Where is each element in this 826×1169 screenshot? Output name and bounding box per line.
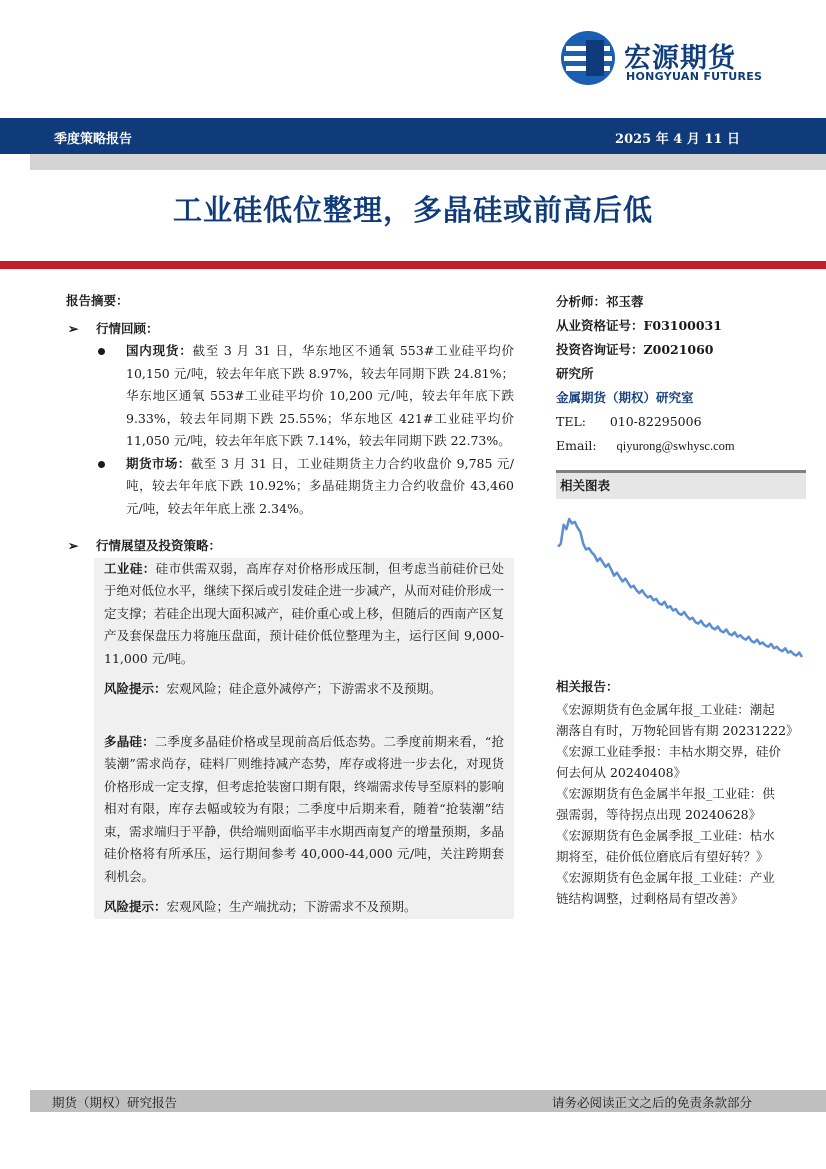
review-bullet-futures	[66, 453, 514, 521]
analyst-name: 分析师：祁玉蓉	[556, 294, 644, 309]
related-report-line[interactable]: 潮落自有时，万物轮回皆有期 20231222》	[556, 723, 799, 738]
logo-text-cn: 宏源期货	[624, 43, 736, 74]
review-heading: ➢ 行情回顾：	[66, 318, 514, 341]
report-type: 季度策略报告	[54, 132, 133, 147]
sidebar	[556, 290, 806, 909]
price-series-line	[558, 519, 802, 657]
email-line: Email: qiyurong@swhysc.com	[556, 438, 735, 453]
related-report-line[interactable]: 何去何从 20240408》	[556, 765, 687, 780]
summary-label: 报告摘要：	[66, 293, 129, 308]
hongyuan-logo-icon	[560, 30, 616, 86]
footer-left-text: 期货（期权）研究报告	[52, 1095, 178, 1110]
outlook-heading: ➢ 行情展望及投资策略：	[66, 535, 514, 558]
footer-disclaimer: 请务必阅读正文之后的免责条款部分	[551, 1095, 752, 1110]
title-divider	[0, 261, 826, 269]
institute-name: 金属期货（期权）研究室	[556, 390, 694, 405]
related-reports-list	[556, 699, 806, 909]
logo-text-en: HONGYUAN FUTURES	[626, 70, 763, 83]
bullet-label: 期货市场：	[126, 455, 191, 471]
price-trend-chart	[556, 513, 806, 663]
polysilicon-paragraph: 多晶硅：二季度多晶硅价格或呈现前高后低态势。二季度前期来看，“抢装潮”需求尚存，硅料厂则维持减产态势，库存或将进一步去化，对现货价格形成一定支撑，但考虑抢装窗口期有限，终端需求传导至原料的影响相对有限，库存去幅或较为有限；二季度中后期来看，随着“抢装潮”结束，需求端归于平静，供给端则面临平丰水期西南复产的增量预期，多晶硅价格将有所承压，运行期间参考 40,000-44,000 元/吨，关注跨期套利机会。	[104, 733, 505, 884]
related-report-line[interactable]: 《宏源期货有色金属年报_工业硅：潮起	[556, 702, 775, 717]
related-report-line[interactable]: 《宏源期货有色金属年报_工业硅：产业	[556, 870, 775, 885]
report-date: 2025 年 4 月 11 日	[615, 132, 740, 147]
bullet-dot-icon	[98, 348, 105, 355]
main-content	[66, 290, 514, 919]
industrial-silicon-paragraph: 工业硅：硅市供需双弱，高库存对价格形成压制，但考虑当前硅价已处于绝对低位水平，继续下探后或引发硅企进一步减产，从而对硅价形成一定支撑；若硅企出现大面积减产，硅价重心或上移，但随后的西南产区复产及套保盘压力将施压盘面，预计硅价低位整理为主，运行区间 9,000-11,000 元/吨。	[104, 560, 505, 666]
bullet-text: 截至 3 月 31 日，华东地区不通氧 553#工业硅平均价 10,150 元/吨，较去年年底下跌 8.97%，较去年同期下跌 24.81%；华东地区通氧 553#工业硅平均价 10,200 元/吨，较去年年底下跌 9.33%，较去年同期下跌 25.55%；华东地区 421#工业硅平均价 11,050 元/吨，较去年年底下跌 7.14%，较去年同期下跌 22.73%。	[126, 343, 514, 448]
tel-line: TEL: 010-82295006	[556, 414, 702, 429]
chart-heading: 相关图表	[556, 470, 806, 499]
industrial-silicon-risk: 风险提示：宏观风险；硅企意外减停产；下游需求不及预期。	[104, 681, 442, 696]
page-title: 工业硅低位整理，多晶硅或前高后低	[172, 193, 653, 227]
arrow-bullet-icon: ➢	[68, 538, 79, 553]
license-number: 从业资格证号：F03100031	[556, 318, 722, 333]
polysilicon-risk: 风险提示：宏观风险；生产端扰动；下游需求不及预期。	[104, 899, 417, 914]
outlook-box	[94, 558, 514, 919]
company-logo	[560, 30, 770, 90]
arrow-bullet-icon: ➢	[68, 320, 79, 336]
header-bar-shadow	[30, 154, 826, 170]
bullet-label: 国内现货：	[126, 343, 193, 358]
related-report-line[interactable]: 《宏源期货有色金属半年报_工业硅：供	[556, 786, 775, 801]
bullet-dot-icon	[98, 461, 105, 468]
related-report-line[interactable]: 《宏源工业硅季报：丰枯水期交界，硅价	[556, 744, 782, 759]
related-report-line[interactable]: 链结构调整，过剩格局有望改善》	[556, 891, 744, 906]
consult-number: 投资咨询证号：Z0021060	[556, 342, 714, 357]
institute-label: 研究所	[556, 366, 594, 381]
related-report-line[interactable]: 期将至，硅价低位磨底后有望好转？》	[556, 849, 769, 864]
related-report-line[interactable]: 强需弱，等待拐点出现 20240628》	[556, 807, 762, 822]
header-bar	[0, 118, 826, 154]
footer-bar	[30, 1090, 826, 1112]
bullet-text: 截至 3 月 31 日，工业硅期货主力合约收盘价 9,785 元/吨，较去年年底下跌 10.92%；多晶硅期货主力合约收盘价 43,460 元/吨，较去年年底上涨 2.34%。	[126, 455, 514, 516]
review-bullet-spot	[66, 340, 514, 453]
related-report-line[interactable]: 《宏源期货有色金属季报_工业硅：枯水	[556, 828, 775, 843]
related-reports-heading: 相关报告：	[556, 679, 619, 694]
